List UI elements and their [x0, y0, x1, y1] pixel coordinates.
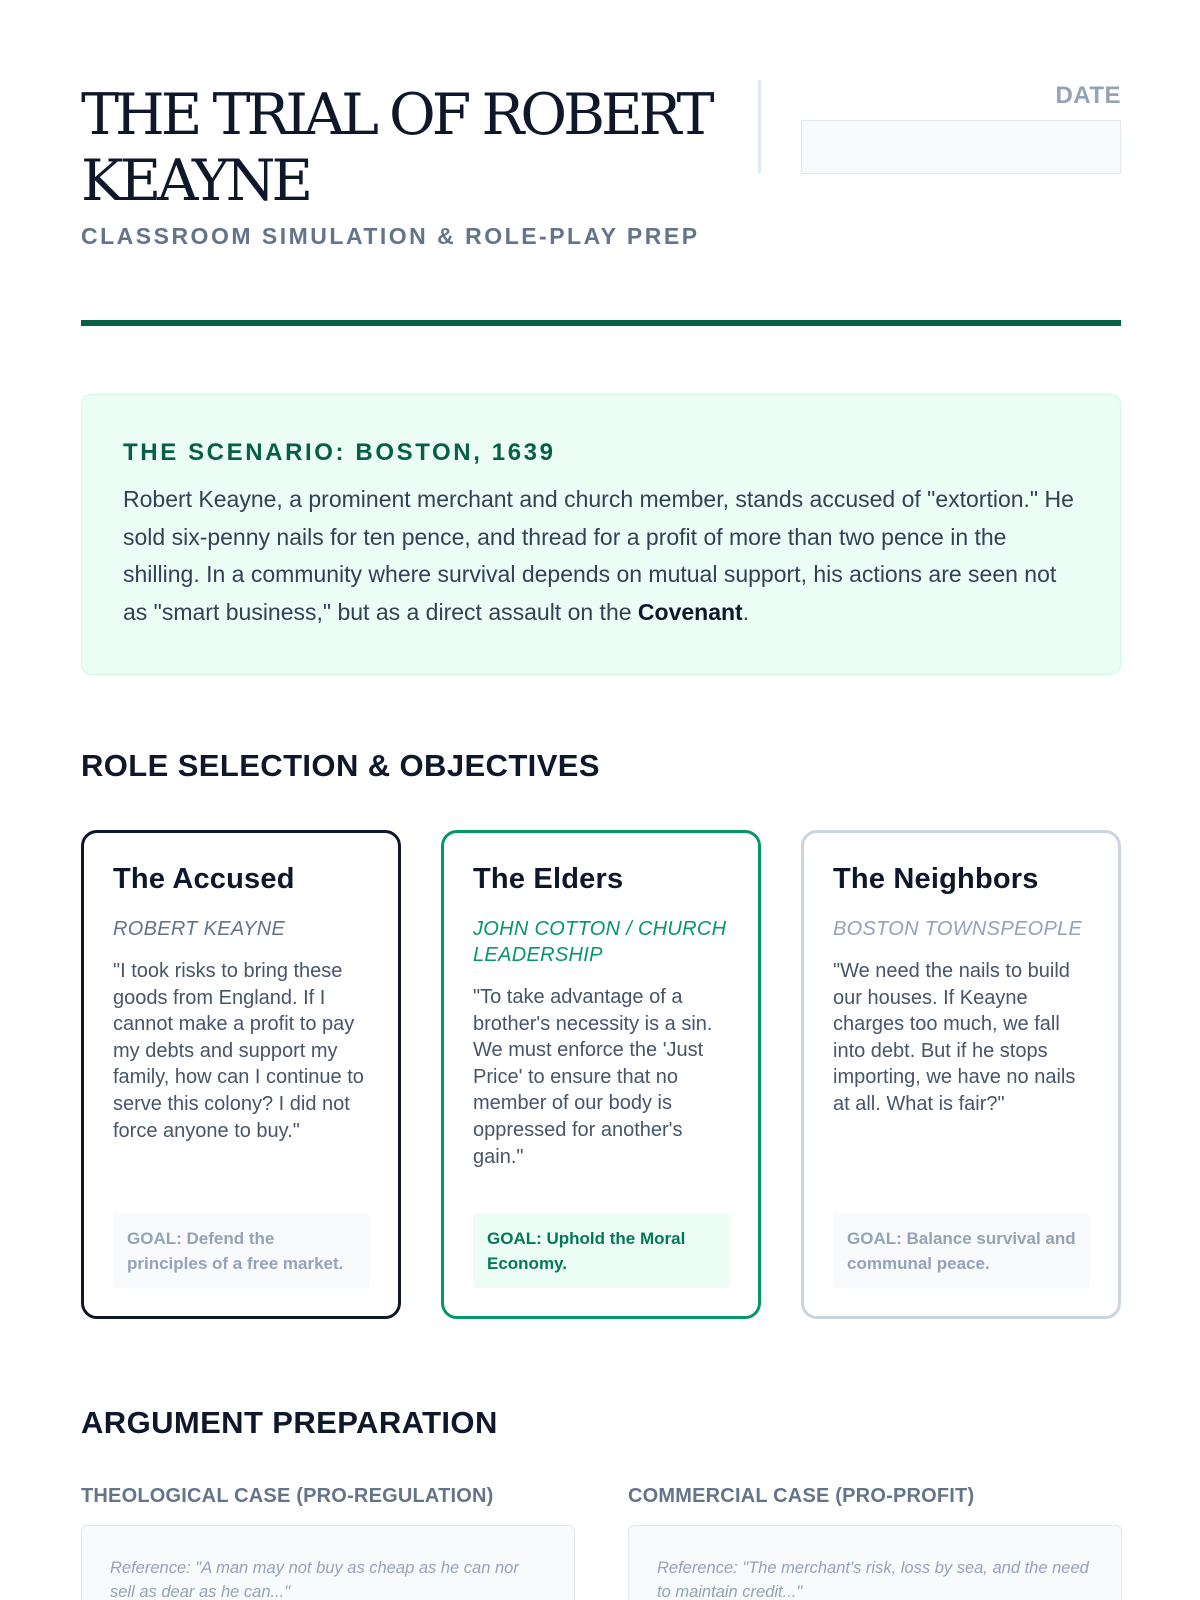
date-label: DATE: [1055, 82, 1121, 109]
role-card-goal: GOAL: Balance survival and communal peace.: [833, 1213, 1090, 1288]
page-title: THE TRIAL OF ROBERT KEAYNE: [81, 82, 711, 214]
roles-section-heading: ROLE SELECTION & OBJECTIVES: [81, 748, 600, 783]
argument-column-theological: [81, 1485, 575, 1600]
role-card-title: The Elders: [473, 863, 624, 895]
scenario-body: [123, 481, 1083, 631]
date-field[interactable]: [801, 120, 1121, 174]
scenario-emphasis: Covenant: [637, 598, 743, 625]
header-divider: [758, 80, 761, 173]
scenario-body-end: .: [742, 598, 750, 625]
role-card-quote: "To take advantage of a brother's necessity is a sin. We must enforce the 'Just Price' to ensure that no member of our body is oppressed for another's gain.": [473, 986, 713, 1168]
scenario-box: [81, 394, 1121, 675]
role-card-accused[interactable]: [81, 830, 401, 1319]
role-card-subtitle: JOHN COTTON / CHURCH LEADERSHIP: [473, 918, 727, 966]
role-card-elders[interactable]: [441, 830, 761, 1319]
role-card-neighbors[interactable]: [801, 830, 1121, 1319]
role-card-subtitle: ROBERT KEAYNE: [113, 918, 286, 940]
argument-textarea[interactable]: Reference: "A man may not buy as cheap as he can nor sell as dear as he can...": [81, 1525, 575, 1600]
argument-label: COMMERCIAL CASE (PRO-PROFIT): [628, 1485, 975, 1507]
role-card-quote: "We need the nails to build our houses. If Keayne charges too much, we fall into debt. But if he stops importing, we have no nails at all. What is fair?": [833, 960, 1076, 1115]
role-card-subtitle: BOSTON TOWNSPEOPLE: [833, 918, 1083, 940]
argument-textarea[interactable]: Reference: "The merchant's risk, loss by sea, and the need to maintain credit...": [628, 1525, 1122, 1600]
argument-label: THEOLOGICAL CASE (PRO-REGULATION): [81, 1485, 494, 1507]
role-card-title: The Accused: [113, 863, 295, 895]
argument-column-commercial: [628, 1485, 1122, 1600]
arguments-section-heading: ARGUMENT PREPARATION: [81, 1405, 498, 1440]
scenario-heading: THE SCENARIO: BOSTON, 1639: [123, 439, 556, 466]
page-subtitle: CLASSROOM SIMULATION & ROLE-PLAY PREP: [81, 223, 700, 249]
header-rule: [81, 320, 1121, 326]
role-card-goal: GOAL: Uphold the Moral Economy.: [473, 1213, 730, 1288]
role-card-quote: "I took risks to bring these goods from England. If I cannot make a profit to pay my debts and support my family, how can I continue to serve this colony? I did not force anyone to buy.": [113, 960, 364, 1142]
role-card-title: The Neighbors: [833, 863, 1039, 895]
scenario-body-text: Robert Keayne, a prominent merchant and church member, stands accused of "extortion." He sold six-penny nails for ten pence, and thread for a profit of more than two pence in the shilling. In a community where survival depends on mutual support, his actions are seen not as "smart business," but as a direct assault on the: [123, 486, 1074, 625]
worksheet-header: [81, 80, 1121, 330]
role-card-goal: GOAL: Defend the principles of a free market.: [113, 1213, 370, 1288]
